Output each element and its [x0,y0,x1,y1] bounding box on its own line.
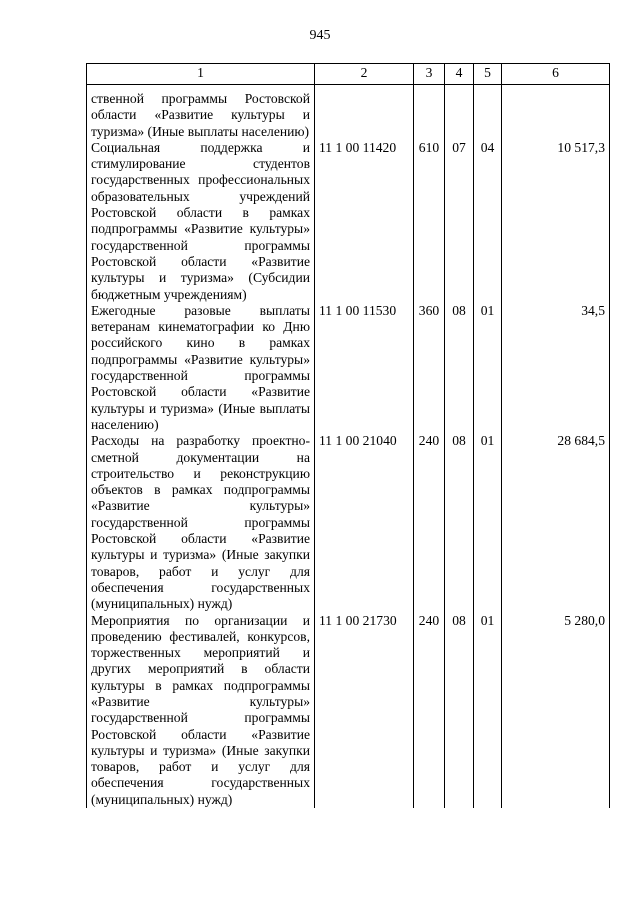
row-section: 08 [445,303,474,433]
header-col-6: 6 [502,64,610,85]
row-name: ственной программы Ростовской области «Развитие культуры и туризма» (Иные выплаты населению) [87,85,315,140]
page-number: 945 [309,28,331,43]
header-col-1: 1 [87,64,315,85]
row-amount: 28 684,5 [502,433,610,612]
row-subsection: 01 [474,303,502,433]
table-row [87,433,610,612]
row-expense-type: 240 [414,433,445,612]
row-name: Ежегодные разовые выплаты ветеранам кинематографии ко Дню российского кино в рамках подпрограммы «Развитие культуры» государственной программы Ростовской области «Развитие культуры и туризма» (Иные выплаты населению) [87,303,315,433]
row-target-code: 11 1 00 11530 [315,303,414,433]
row-expense-type [414,85,445,140]
row-amount: 10 517,3 [502,140,610,303]
row-target-code: 11 1 00 21730 [315,613,414,809]
row-name: Расходы на разработку проектно-сметной документации на строительство и реконструкцию объектов в рамках подпрограммы «Развитие культуры» государственной программы Ростовской области «Развитие культуры и туризма» (Иные закупки товаров, работ и услуг для обеспечения государственных (муниципальных) нужд) [87,433,315,612]
table-row [87,613,610,809]
row-target-code: 11 1 00 11420 [315,140,414,303]
row-target-code: 11 1 00 21040 [315,433,414,612]
row-expense-type: 360 [414,303,445,433]
table-body [87,85,610,809]
header-row [87,64,610,85]
row-name: Социальная поддержка и стимулирование студентов государственных профессиональных образовательных учреждений Ростовской области в рамках подпрограммы «Развитие культуры» государственной программы Ростовской области «Развитие культуры и туризма» (Субсидии бюджетным учреждениям) [87,140,315,303]
row-name: Мероприятия по организации и проведению фестивалей, конкурсов, торжественных мероприятий и других мероприятий в области культуры в рамках подпрограммы «Развитие культуры» государственной программы Ростовской области «Развитие культуры и туризма» (Иные закупки товаров, работ и услуг для обеспечения государственных (муниципальных) нужд) [87,613,315,809]
row-amount: 5 280,0 [502,613,610,809]
row-section: 08 [445,613,474,809]
row-target-code [315,85,414,140]
header-col-3: 3 [414,64,445,85]
row-amount [502,85,610,140]
budget-table [86,63,610,808]
table-row [87,303,610,433]
row-section [445,85,474,140]
header-col-4: 4 [445,64,474,85]
row-section: 07 [445,140,474,303]
row-amount: 34,5 [502,303,610,433]
row-section: 08 [445,433,474,612]
row-subsection: 01 [474,433,502,612]
row-subsection: 01 [474,613,502,809]
table-row [87,140,610,303]
row-subsection [474,85,502,140]
row-expense-type: 240 [414,613,445,809]
table-row [87,85,610,140]
table-header [87,64,610,85]
row-expense-type: 610 [414,140,445,303]
header-col-5: 5 [474,64,502,85]
header-col-2: 2 [315,64,414,85]
row-subsection: 04 [474,140,502,303]
